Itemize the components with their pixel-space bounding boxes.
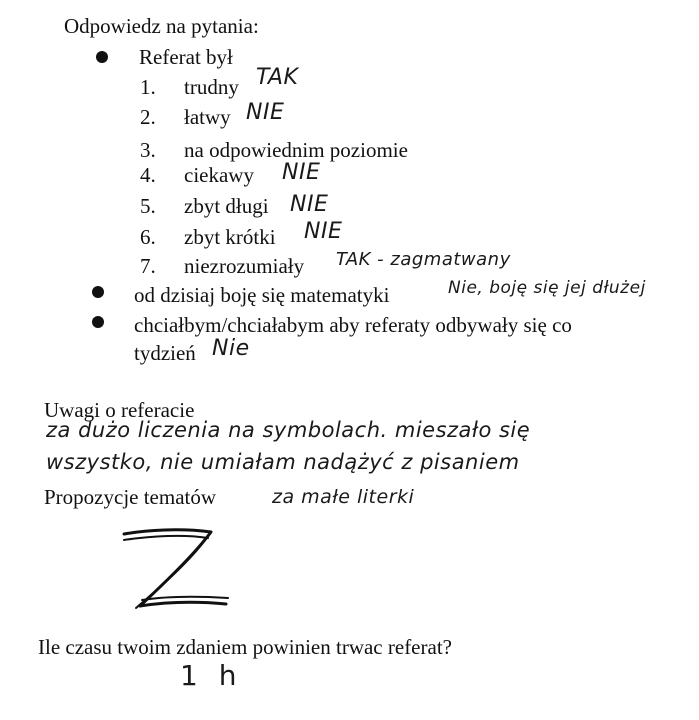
question-label: Referat był	[139, 45, 233, 69]
item-label: na odpowiednim poziomie	[184, 138, 408, 162]
handwritten-duration: 1 h	[180, 659, 243, 692]
item-label: trudny	[184, 75, 239, 99]
handwritten-answer: TAK	[256, 65, 299, 90]
item-label: ciekawy	[184, 163, 254, 187]
handwritten-answer: NIE	[282, 160, 321, 185]
item-label: zbyt długi	[184, 194, 269, 218]
handwritten-answer: NIE	[290, 192, 329, 217]
item-number: 5.	[140, 194, 156, 218]
item-number: 2.	[140, 105, 156, 129]
handwritten-answer: NIE	[304, 219, 343, 244]
item-number: 3.	[140, 138, 156, 162]
handwritten-answer: Nie, boję się jej dłużej	[448, 278, 646, 298]
item-label: zbyt krótki	[184, 225, 276, 249]
bullet-point	[92, 316, 104, 328]
question-label-continued: tydzień	[134, 341, 196, 365]
handwritten-answer: TAK - zagmatwany	[336, 249, 511, 270]
item-label: łatwy	[184, 105, 231, 129]
item-number: 6.	[140, 225, 156, 249]
topics-label: Propozycje tematów	[44, 485, 217, 509]
item-number: 1.	[140, 75, 156, 99]
handwritten-z-drawing	[116, 524, 236, 614]
remarks-label: Uwagi o referacie	[44, 398, 195, 422]
question-label: chciałbym/chciałabym aby referaty odbywały się co	[134, 313, 572, 337]
handwritten-remarks-line2: wszystko, nie umiałam nadążyć z pisaniem	[46, 450, 520, 474]
item-label: niezrozumiały	[184, 254, 305, 278]
duration-question: Ile czasu twoim zdaniem powinien trwac referat?	[38, 635, 452, 659]
bullet-point	[92, 286, 104, 298]
item-number: 7.	[140, 254, 156, 278]
handwritten-answer: NIE	[246, 100, 285, 125]
handwritten-answer: Nie	[212, 336, 250, 361]
form-heading: Odpowiedz na pytania:	[64, 14, 259, 38]
handwritten-topics: za małe literki	[272, 486, 415, 508]
question-label: od dzisiaj boję się matematyki	[134, 283, 390, 307]
handwritten-remarks-line1: za dużo liczenia na symbolach. mieszało się	[46, 418, 531, 442]
bullet-point	[96, 51, 108, 63]
item-number: 4.	[140, 163, 156, 187]
